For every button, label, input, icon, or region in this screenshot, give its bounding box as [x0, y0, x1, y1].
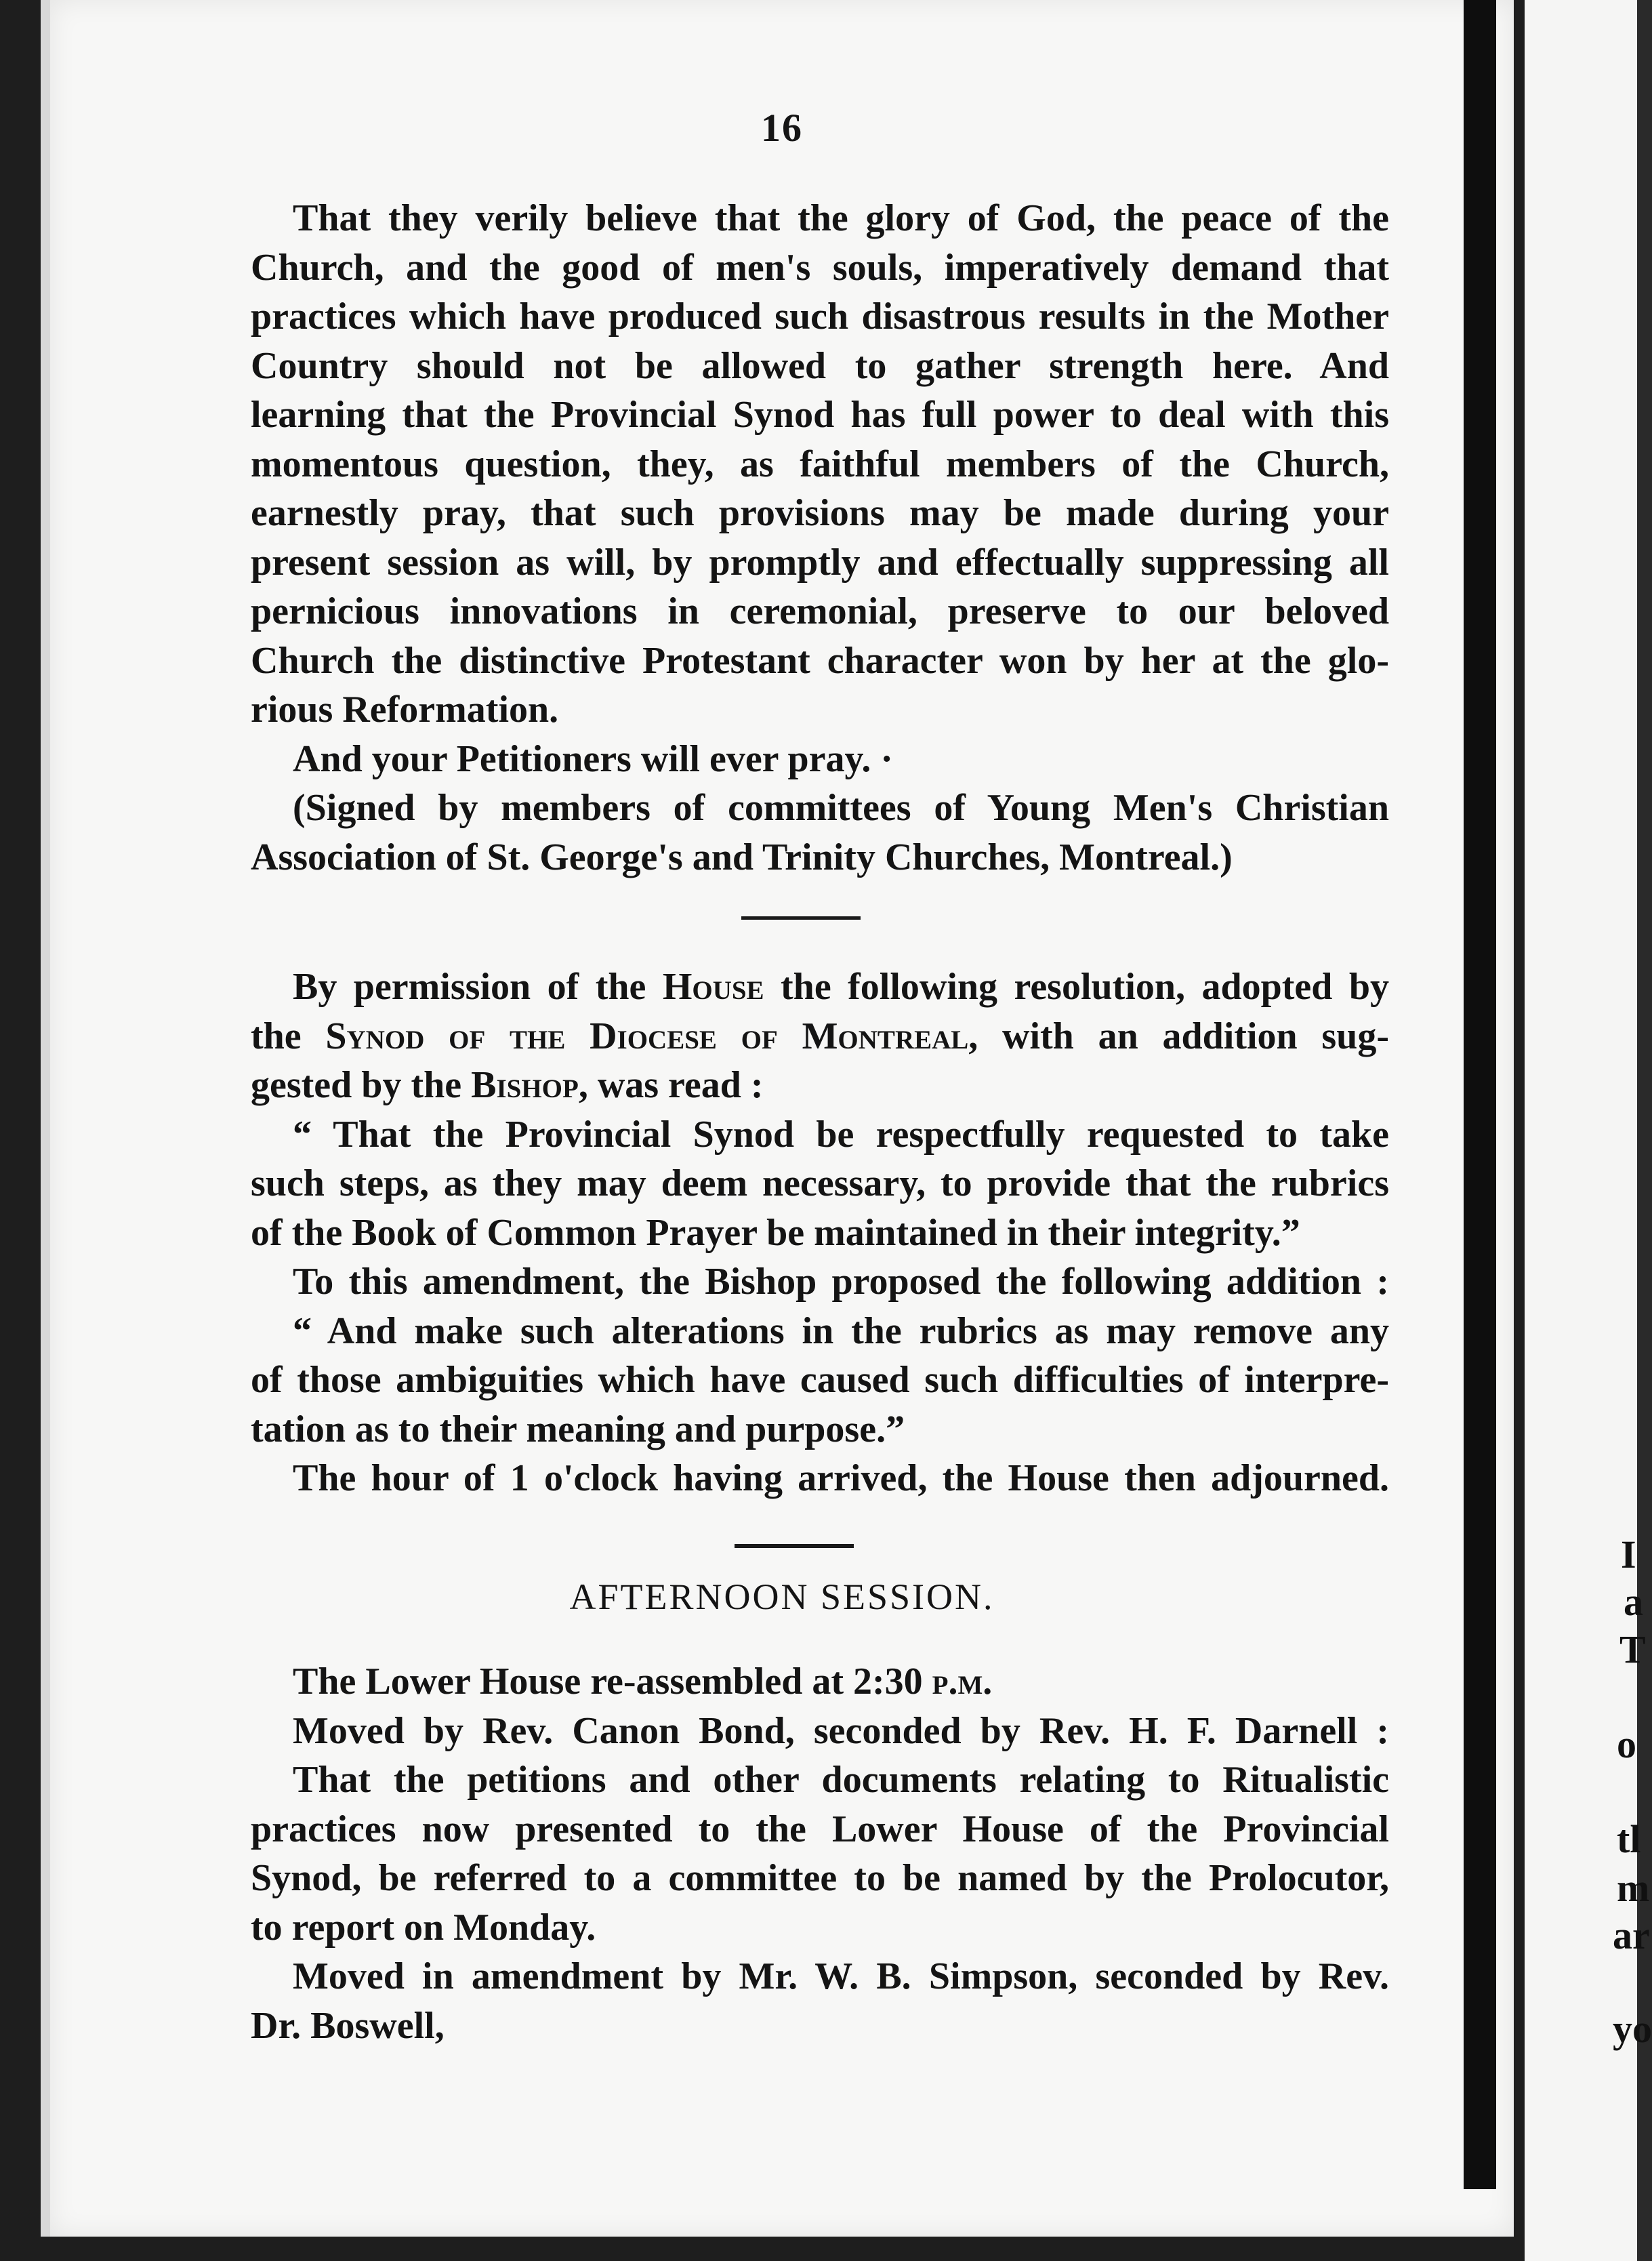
adjacent-page-fragment: I	[1621, 1532, 1636, 1576]
text-line: To this amendment, the Bishop proposed the following addition :	[293, 1261, 1389, 1303]
text-line: earnestly pray, that such provisions may be made during your	[251, 492, 1389, 534]
text-line: Church the distinctive Protestant character won by her at the glo-	[251, 639, 1389, 682]
text-line	[251, 962, 1389, 1012]
adjacent-page-fragment: tl	[1617, 1817, 1641, 1861]
adjacent-page-strip	[1525, 0, 1652, 2261]
text-line: “ That the Provincial Synod be respectfully requested to take	[293, 1113, 1389, 1156]
adjacent-page-fragment: yo	[1613, 2007, 1652, 2051]
text-line: “ And make such alterations in the rubrics as may remove any	[293, 1309, 1389, 1352]
text-line: learning that the Provincial Synod has full power to deal with this	[251, 394, 1389, 436]
petition-text	[251, 194, 1389, 882]
adjacent-page-fragment: a	[1624, 1580, 1643, 1624]
text-line: such steps, as they may deem necessary, to provide that the rubrics	[251, 1162, 1389, 1204]
text-line: of those ambiguities which have caused such difficulties of interpre-	[251, 1359, 1389, 1401]
text-fragment: the	[251, 1015, 326, 1057]
afternoon-text	[251, 1657, 1389, 2050]
text-fragment: , with an addition sug-	[968, 1015, 1389, 1057]
house-small-caps: House	[662, 966, 764, 1008]
text-line: present session as will, by promptly and effectually suppressing all	[251, 541, 1389, 584]
pm-small-caps: p.m.	[932, 1661, 993, 1703]
text-line: (Signed by members of committees of Young Men's Christian	[293, 787, 1389, 829]
text-line: of the Book of Common Prayer be maintained in their integrity.”	[251, 1211, 1300, 1254]
section-divider	[741, 916, 861, 920]
section-divider	[735, 1544, 854, 1548]
text-line: pernicious innovations in ceremonial, preserve to our beloved	[251, 590, 1389, 632]
text-line: tation as to their meaning and purpose.”	[251, 1408, 905, 1450]
text-line: Country should not be allowed to gather strength here. And	[251, 344, 1389, 387]
text-line	[251, 1657, 1389, 1707]
adjacent-page-fragment: T	[1619, 1627, 1646, 1671]
afternoon-session-heading: AFTERNOON SESSION.	[569, 1576, 995, 1617]
text-fragment: By permission of the	[293, 966, 663, 1008]
text-line: momentous question, they, as faithful members of the Church,	[251, 443, 1389, 485]
text-line: Moved by Rev. Canon Bond, seconded by Rev. H. F. Darnell :	[293, 1709, 1389, 1752]
page-edge-shadow	[1464, 0, 1496, 2189]
text-fragment: gested by the	[251, 1064, 472, 1106]
text-line: And your Petitioners will ever pray. ·	[293, 737, 894, 780]
bishop-small-caps: Bishop	[471, 1064, 579, 1106]
text-fragment: The Lower House re-assembled at 2:30	[293, 1661, 932, 1703]
text-line: rious Reformation.	[251, 689, 559, 731]
text-line	[251, 1061, 1389, 1110]
text-line: That the petitions and other documents relating to Ritualistic	[293, 1759, 1389, 1801]
text-line: Moved in amendment by Mr. W. B. Simpson, seconded by Rev.	[293, 1955, 1389, 1997]
text-line: Synod, be referred to a committee to be named by the Prolocutor,	[251, 1857, 1389, 1899]
adjacent-page-fragment: o	[1617, 1722, 1636, 1766]
text-line: That they verily believe that the glory of God, the peace of the	[293, 197, 1389, 239]
text-fragment: , was read :	[578, 1064, 764, 1106]
text-line: Association of St. George's and Trinity Churches, Montreal.)	[251, 836, 1233, 878]
text-line: practices now presented to the Lower House of the Provincial	[251, 1808, 1389, 1850]
text-line	[251, 1012, 1389, 1061]
synod-small-caps: Synod of the Diocese of Montreal	[325, 1015, 969, 1057]
text-line: Church, and the good of men's souls, imperatively demand that	[251, 246, 1389, 289]
text-line: practices which have produced such disastrous results in the Mother	[251, 296, 1389, 338]
page-number: 16	[761, 106, 803, 150]
resolution-text	[251, 962, 1389, 1503]
text-fragment: the following resolution, adopted by	[764, 966, 1390, 1008]
text-line: The hour of 1 o'clock having arrived, the House then adjourned.	[293, 1457, 1389, 1499]
book-page	[41, 0, 1514, 2237]
text-line: to report on Monday.	[251, 1906, 596, 1949]
adjacent-page-fragment: m	[1617, 1866, 1650, 1910]
text-line: Dr. Boswell,	[251, 2004, 445, 2047]
adjacent-page-fragment: ar	[1613, 1913, 1650, 1957]
